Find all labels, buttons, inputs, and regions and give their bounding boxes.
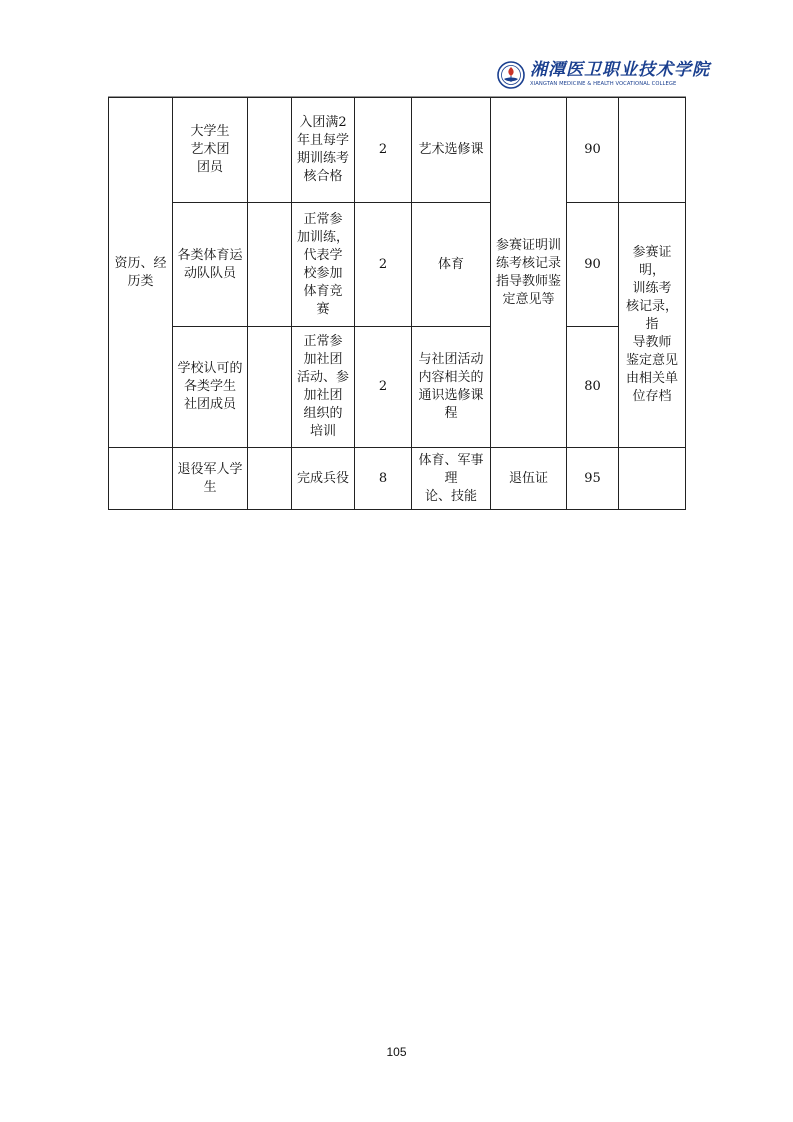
item-cell: 退役军人学 生 [173, 448, 248, 510]
table-row [109, 327, 686, 448]
category-cell: 资历、经历类 [109, 98, 173, 448]
condition-cell: 正常参 加训练， 代表学 校参加 体育竞 赛 [292, 203, 355, 327]
credits-cell: 8 [355, 448, 412, 510]
table-row [109, 98, 686, 203]
score-cell: 95 [567, 448, 619, 510]
page-number: 105 [386, 1045, 407, 1059]
score-cell: 80 [567, 327, 619, 448]
credits-cell: 2 [355, 327, 412, 448]
archive-blank-cell [619, 98, 686, 203]
blank-cell [248, 98, 292, 203]
archive-cell [619, 448, 686, 510]
evidence-merged-cell: 参赛证明训 练考核记录 指导教师鉴 定意见等 [491, 98, 567, 448]
blank-cell [248, 327, 292, 448]
credits-cell: 2 [355, 203, 412, 327]
category-blank-cell [109, 448, 173, 510]
condition-cell: 完成兵役 [292, 448, 355, 510]
college-name-cn: 湘潭医卫职业技术学院 [530, 60, 710, 81]
item-cell: 各类体育运 动队队员 [173, 203, 248, 327]
item-cell: 学校认可的 各类学生 社团成员 [173, 327, 248, 448]
score-cell: 90 [567, 203, 619, 327]
course-cell: 与社团活动 内容相关的 通识选修课 程 [412, 327, 491, 448]
evidence-cell: 退伍证 [491, 448, 567, 510]
course-cell: 体育 [412, 203, 491, 327]
college-name-en: XIANGTAN MEDICINE & HEALTH VOCATIONAL COLLEGE [530, 81, 677, 88]
course-cell: 艺术选修课 [412, 98, 491, 203]
table-row [109, 203, 686, 327]
college-seal-icon [497, 61, 525, 89]
condition-cell: 入团满2 年且每学 期训练考 核合格 [292, 98, 355, 203]
blank-cell [248, 203, 292, 327]
credit-conversion-table [108, 97, 686, 510]
score-cell: 90 [567, 98, 619, 203]
condition-cell: 正常参 加社团 活动、参 加社团 组织的 培训 [292, 327, 355, 448]
course-cell: 体育、军事理 论、技能 [412, 448, 491, 510]
item-cell: 大学生 艺术团 团员 [173, 98, 248, 203]
table-row [109, 448, 686, 510]
college-logo [497, 58, 710, 92]
archive-merged-cell: 参赛证明， 训练考 核记录，指 导教师 鉴定意见 由相关单 位存档 [619, 203, 686, 448]
credits-cell: 2 [355, 98, 412, 203]
blank-cell [248, 448, 292, 510]
